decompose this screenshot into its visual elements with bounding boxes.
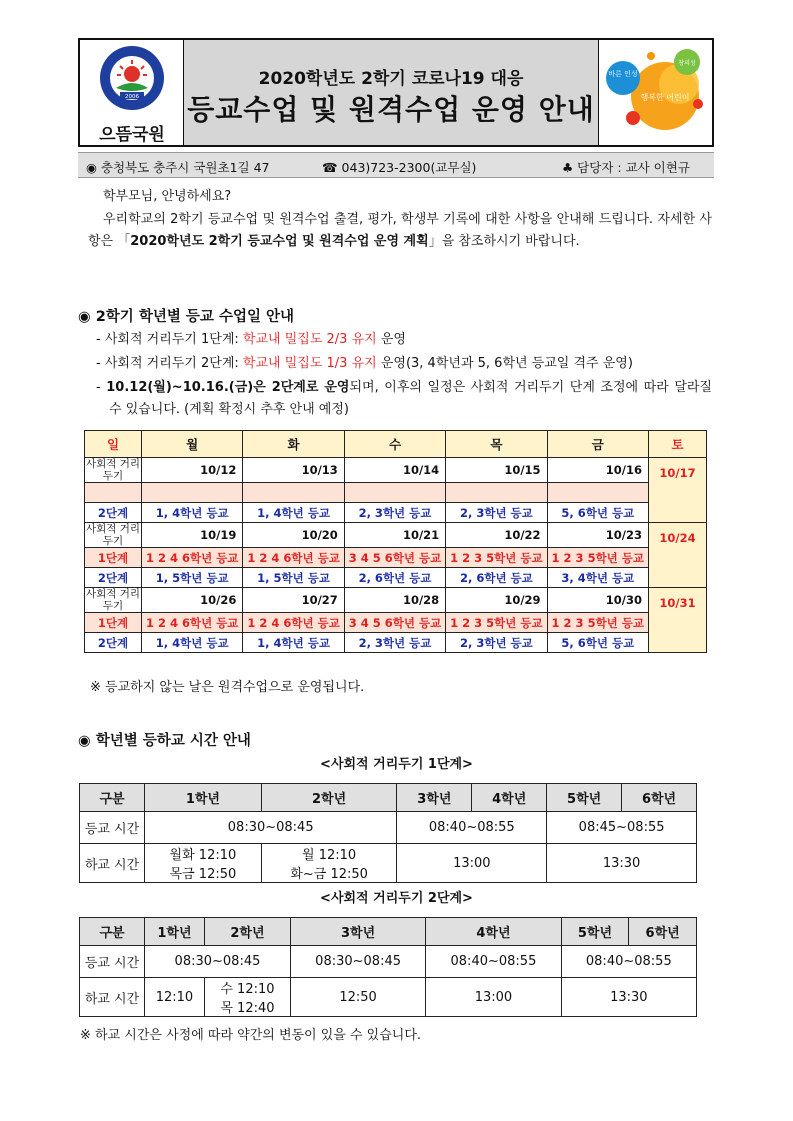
row-label: 사회적 거리두기	[85, 588, 141, 612]
date-cell: 10/27	[243, 588, 344, 613]
stage2-cell: 1, 4학년 등교	[243, 633, 344, 653]
date-cell: 10/30	[547, 588, 648, 613]
calendar-table	[84, 430, 707, 653]
calendar-header-row	[85, 431, 707, 458]
date-cell: 10/20	[243, 523, 344, 548]
stage2-cell: 2, 3학년 등교	[446, 503, 547, 523]
row-header: 하교 시간	[80, 978, 145, 1017]
svg-text:창의성: 창의성	[678, 60, 696, 67]
stage1-cell: 1 2 3 5학년 등교	[547, 613, 648, 633]
title-line-2: 등교수업 및 원격수업 운영 안내	[187, 93, 595, 126]
stage1-cell: 1 2 4 6학년 등교	[243, 548, 344, 568]
stage1-cell: 1 2 3 5학년 등교	[446, 548, 547, 568]
col-header: 4학년	[426, 918, 561, 946]
stage1-cell: 1 2 4 6학년 등교	[243, 613, 344, 633]
stage2-cell: 1, 4학년 등교	[142, 503, 243, 523]
stage1-cell	[547, 483, 648, 503]
time-cell: 12:10	[145, 978, 205, 1017]
stage2-cell: 5, 6학년 등교	[547, 633, 648, 653]
stage2-label: 2단계	[85, 633, 142, 653]
school-name: 으뜸국원	[99, 125, 165, 145]
stage1-cell: 1 2 4 6학년 등교	[142, 548, 243, 568]
stage2-label: 2단계	[85, 568, 142, 588]
stage1-cell	[344, 483, 445, 503]
col-header: 6학년	[629, 918, 697, 946]
bullet-stage-2: - 사회적 거리두기 2단계: 학교내 밀집도 1/3 유지 운영(3, 4학년과 5, 6학년 등교일 격주 운영)	[96, 356, 633, 371]
svg-text:행복한 어린이: 행복한 어린이	[640, 93, 690, 102]
date-cell: 10/28	[344, 588, 445, 613]
stage1-cell: 1 2 3 5학년 등교	[446, 613, 547, 633]
col-header: 2학년	[204, 918, 290, 946]
day-header: 목	[446, 431, 547, 458]
stage1-label: 1단계	[85, 548, 142, 568]
stage1-cell	[142, 483, 243, 503]
title-line-1: 2020학년도 2학기 코로나19 대응	[258, 69, 524, 89]
saturday-cell: 10/17	[649, 458, 707, 523]
dismissal-note: ※ 하교 시간은 사정에 따라 약간의 변동이 있을 수 있습니다.	[80, 1028, 422, 1043]
date-cell: 10/29	[446, 588, 547, 613]
col-header: 4학년	[472, 784, 547, 812]
date-cell: 10/26	[142, 588, 243, 613]
bullet-schedule-note: - 10.12(월)~10.16.(금)은 2단계로 운영되며, 이후의 일정은 사회적 거리두기 단계 조정에 따라 달라질 수 있습니다. (계획 확정시 추후 안내 예정)	[96, 380, 712, 417]
time-cell: 13:00	[426, 978, 561, 1017]
stage2-cell: 1, 4학년 등교	[142, 633, 243, 653]
stage2-cell: 2, 3학년 등교	[344, 633, 445, 653]
stage2-cell: 1, 5학년 등교	[142, 568, 243, 588]
school-emblem-icon	[98, 44, 166, 114]
time-cell: 08:40~08:55	[561, 946, 696, 978]
stage1-cell: 3 4 5 6학년 등교	[344, 548, 445, 568]
col-header: 3학년	[397, 784, 472, 812]
stage1-cell: 1 2 4 6학년 등교	[142, 613, 243, 633]
date-cell: 10/19	[142, 523, 243, 548]
stage2-cell: 3, 4학년 등교	[547, 568, 648, 588]
date-cell: 10/22	[446, 523, 547, 548]
time-cell: 08:30~08:45	[145, 812, 397, 844]
time-cell: 월 12:10 화~금 12:50	[261, 844, 397, 883]
time-cell: 08:30~08:45	[290, 946, 425, 978]
time-cell: 08:30~08:45	[145, 946, 291, 978]
row-label: 사회적 거리두기	[85, 458, 141, 482]
time-table-stage-1	[79, 783, 697, 883]
col-header: 6학년	[622, 784, 697, 812]
stage1-cell	[446, 483, 547, 503]
date-cell: 10/14	[344, 458, 445, 483]
row-header: 하교 시간	[80, 844, 145, 883]
saturday-cell: 10/31	[649, 588, 707, 653]
stage2-cell: 2, 6학년 등교	[446, 568, 547, 588]
saturday-cell: 10/24	[649, 523, 707, 588]
contact-text: ♣ 담당자 : 교사 이현규	[562, 160, 690, 175]
stage1-cell: 1 2 3 5학년 등교	[547, 548, 648, 568]
stage2-cell: 2, 3학년 등교	[344, 503, 445, 523]
time-cell: 13:30	[547, 844, 697, 883]
stage2-cell: 2, 6학년 등교	[344, 568, 445, 588]
slogan-emblem-area	[598, 40, 712, 145]
col-header: 3학년	[290, 918, 425, 946]
stage1-cell	[243, 483, 344, 503]
date-cell: 10/21	[344, 523, 445, 548]
row-label: 사회적 거리두기	[85, 523, 141, 547]
time-cell: 12:50	[290, 978, 425, 1017]
stage2-label: 2단계	[85, 503, 142, 523]
time-table-stage-2	[79, 917, 697, 1017]
greeting: 학부모님, 안녕하세요?	[103, 189, 232, 204]
stage1-label: 1단계	[85, 613, 142, 633]
col-header: 구분	[80, 784, 145, 812]
col-header: 구분	[80, 918, 145, 946]
title-area	[184, 40, 598, 145]
day-header: 화	[243, 431, 344, 458]
col-header: 2학년	[261, 784, 397, 812]
day-header: 금	[547, 431, 648, 458]
col-header: 5학년	[547, 784, 622, 812]
col-header: 1학년	[145, 918, 205, 946]
date-cell: 10/13	[243, 458, 344, 483]
section-1-title: ◉ 2학기 학년별 등교 수업일 안내	[78, 309, 295, 325]
col-header: 1학년	[145, 784, 262, 812]
date-cell: 10/12	[142, 458, 243, 483]
day-header: 월	[142, 431, 243, 458]
time-cell: 13:00	[397, 844, 547, 883]
col-header: 5학년	[561, 918, 629, 946]
date-cell: 10/16	[547, 458, 648, 483]
date-cell: 10/15	[446, 458, 547, 483]
day-header: 수	[344, 431, 445, 458]
date-cell: 10/23	[547, 523, 648, 548]
day-header: 일	[85, 431, 142, 458]
svg-text:바른 인성: 바른 인성	[608, 70, 638, 78]
svg-text:2006: 2006	[125, 94, 139, 100]
remote-note: ※ 등교하지 않는 날은 원격수업으로 운영됩니다.	[90, 680, 365, 695]
stage2-cell: 1, 4학년 등교	[243, 503, 344, 523]
stage-2-subtitle: <사회적 거리두기 2단계>	[320, 891, 473, 906]
time-cell: 월화 12:10 목금 12:50	[145, 844, 262, 883]
time-cell: 08:40~08:55	[397, 812, 547, 844]
stage-1-subtitle: <사회적 거리두기 1단계>	[320, 757, 473, 772]
stage2-cell: 2, 3학년 등교	[446, 633, 547, 653]
address-text: ◉ 충청북도 충주시 국원초1길 47	[86, 160, 270, 175]
phone-text: ☎ 043)723-2300(교무실)	[322, 160, 477, 175]
row-header: 등교 시간	[80, 812, 145, 844]
stage1-cell: 3 4 5 6학년 등교	[344, 613, 445, 633]
time-cell: 13:30	[561, 978, 696, 1017]
time-cell: 08:40~08:55	[426, 946, 561, 978]
section-2-title: ◉ 학년별 등하교 시간 안내	[78, 733, 251, 749]
stage2-cell: 1, 5학년 등교	[243, 568, 344, 588]
row-header: 등교 시간	[80, 946, 145, 978]
stage2-cell: 5, 6학년 등교	[547, 503, 648, 523]
intro-paragraph: 우리학교의 2학기 등교수업 및 원격수업 출결, 평가, 학생부 기록에 대한 사항을 안내해 드립니다. 자세한 사항은 「2020학년도 2학기 등교수업 및 원격수업 운영 계획」을 참조하시기 바랍니다.	[88, 212, 712, 249]
bullet-stage-1: - 사회적 거리두기 1단계: 학교내 밀집도 2/3 유지 운영	[96, 332, 406, 347]
school-logo-area	[80, 40, 184, 145]
info-bar	[78, 152, 714, 178]
time-cell: 08:45~08:55	[547, 812, 697, 844]
day-header: 토	[649, 431, 707, 458]
slogan-circles-icon	[603, 44, 709, 140]
time-cell: 수 12:10 목 12:40	[204, 978, 290, 1017]
